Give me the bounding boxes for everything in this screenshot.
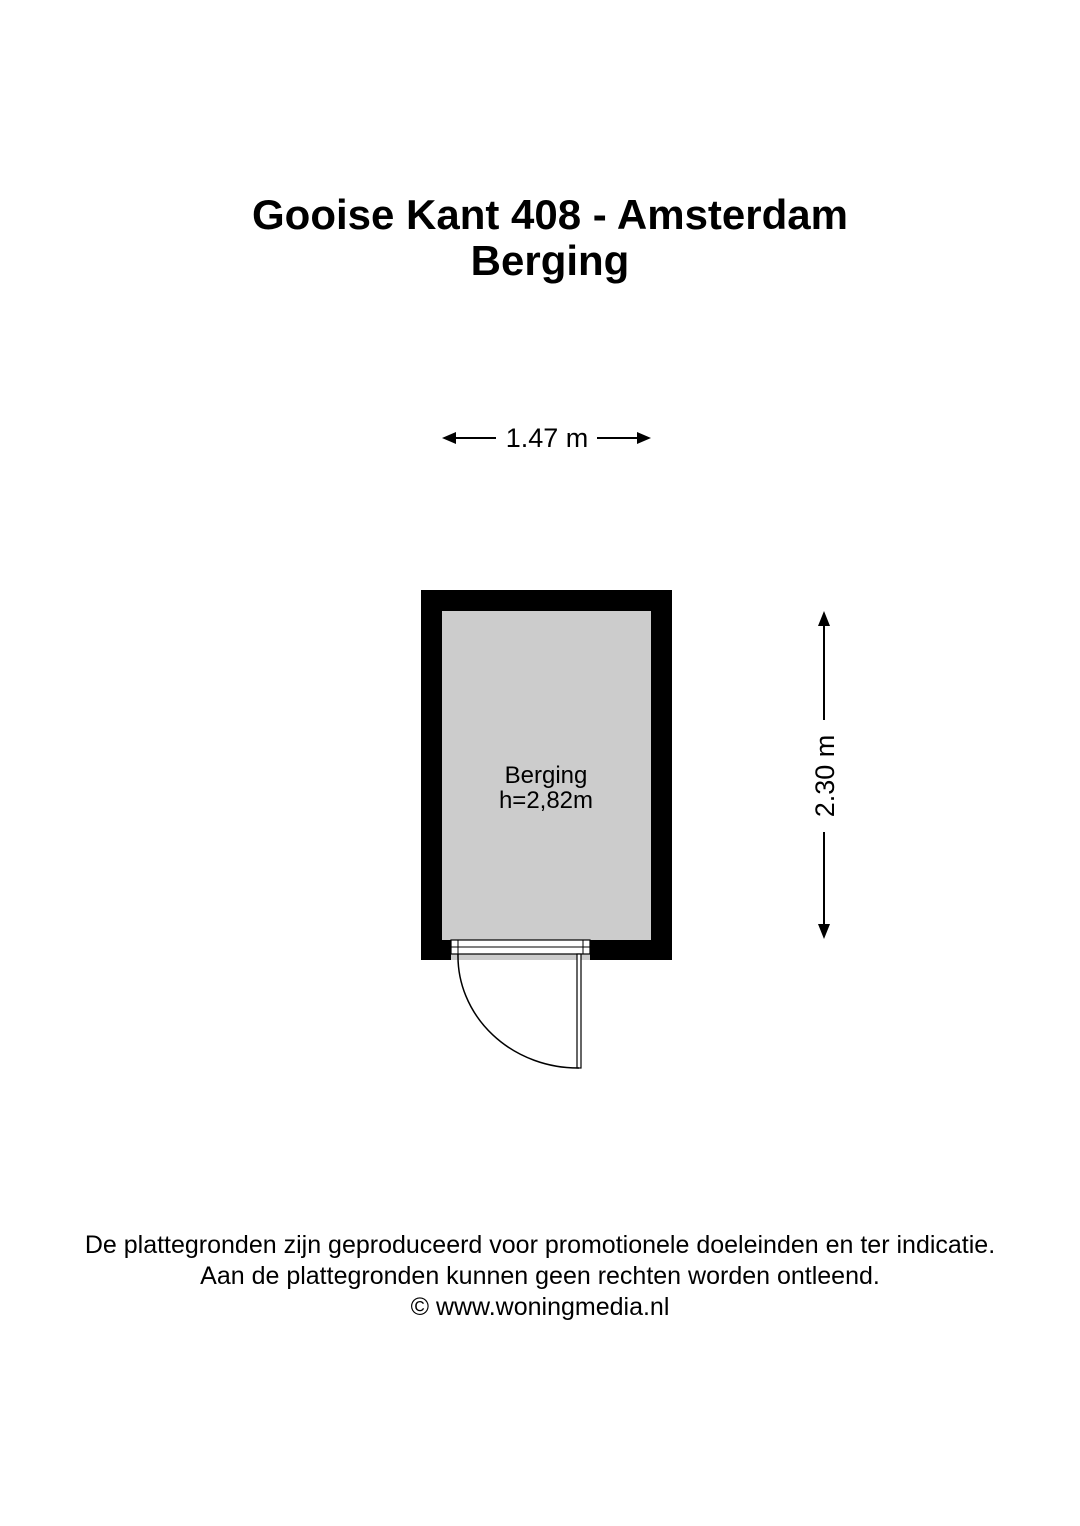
disclaimer-line-1: De plattegronden zijn geproduceerd voor promotionele doeleinden en ter indicatie. [84, 1231, 996, 1259]
room-ceiling-height: h=2,82m [498, 787, 594, 814]
height-arrow-bottom-icon [818, 924, 830, 939]
height-dimension [810, 611, 840, 939]
height-label: 2.30 m [810, 734, 840, 818]
width-arrow-right-icon [637, 432, 651, 444]
door-swing-arc [458, 954, 579, 1068]
width-dimension [442, 423, 651, 453]
room-name: Berging [504, 762, 588, 789]
disclaimer [0, 1230, 1080, 1323]
height-arrow-top-icon [818, 611, 830, 626]
door-leaf [577, 954, 581, 1068]
width-arrow-left-icon [442, 432, 456, 444]
copyright-link[interactable]: © www.woningmedia.nl [410, 1293, 670, 1321]
room-berging [421, 590, 672, 960]
page-title: Gooise Kant 408 - Amsterdam [252, 191, 848, 238]
floor-name: Berging [470, 237, 630, 284]
disclaimer-line-2: Aan de plattegronden kunnen geen rechten worden ontleend. [200, 1262, 880, 1290]
width-label: 1.47 m [505, 423, 589, 453]
